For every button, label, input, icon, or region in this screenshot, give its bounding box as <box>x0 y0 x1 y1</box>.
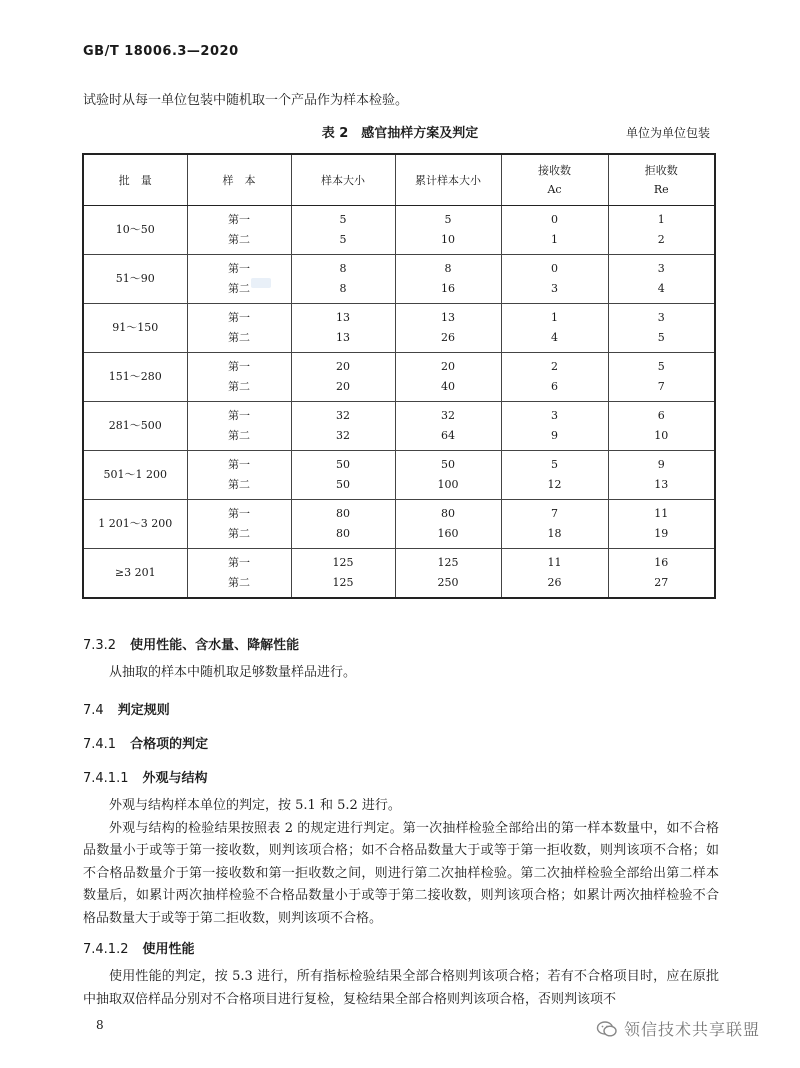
header-reject-label: 拒收数 <box>644 164 678 177</box>
table-row <box>83 402 715 451</box>
sample-cell-value: 第二 <box>228 478 250 491</box>
wechat-watermark <box>596 1017 760 1042</box>
sample-size-cell-value: 8 <box>339 262 347 275</box>
cumulative-size-cell-value: 8 <box>444 262 452 275</box>
sample-cell-value: 第二 <box>228 233 250 246</box>
table-body <box>83 206 715 599</box>
sample-cell-value: 第一 <box>228 262 250 275</box>
sample-cell-value: 第二 <box>228 576 250 589</box>
sample-size-cell <box>291 255 395 304</box>
cumulative-size-cell-value: 50 <box>441 458 455 471</box>
cumulative-size-cell <box>395 451 501 500</box>
sample-size-cell <box>291 549 395 599</box>
accept-cell-value: 12 <box>547 478 562 491</box>
sampling-table <box>82 153 716 599</box>
header-accept-code: Ac <box>547 183 562 196</box>
sample-size-cell <box>291 353 395 402</box>
reject-cell <box>608 500 715 549</box>
section-7-4-1-2-text <box>83 966 719 1011</box>
sample-size-cell-value: 32 <box>336 429 350 442</box>
section-title: 使用性能、含水量、降解性能 <box>130 638 300 653</box>
reject-cell-value: 6 <box>657 409 665 422</box>
section-7-3-2-heading <box>83 634 299 653</box>
header-sample: 样 本 <box>187 154 291 206</box>
accept-cell-value: 4 <box>551 331 558 344</box>
reject-cell <box>608 451 715 500</box>
cumulative-size-cell <box>395 255 501 304</box>
section-title: 外观与结构 <box>142 771 208 786</box>
batch-cell: 281～500 <box>83 402 187 451</box>
sample-cell-value: 第一 <box>228 556 250 569</box>
table-unit-note: 单位为单位包装 <box>625 126 710 140</box>
reject-cell-value: 4 <box>657 282 665 295</box>
reject-cell-value: 13 <box>654 478 669 491</box>
accept-cell <box>501 206 608 255</box>
reject-cell-value: 5 <box>657 331 665 344</box>
batch-cell: ≥3 201 <box>83 549 187 599</box>
cumulative-size-cell-value: 125 <box>437 556 459 569</box>
sample-cell-value: 第二 <box>228 331 250 344</box>
reject-cell <box>608 206 715 255</box>
wechat-icon <box>596 1020 618 1042</box>
accept-cell <box>501 255 608 304</box>
page-number: 8 <box>96 1018 104 1032</box>
cumulative-size-cell-value: 13 <box>441 311 455 324</box>
reject-cell-value: 10 <box>654 429 669 442</box>
header-cumulative-size: 累计样本大小 <box>395 154 501 206</box>
header-accept-label: 接收数 <box>538 164 571 177</box>
cumulative-size-cell <box>395 500 501 549</box>
section-title: 判定规则 <box>117 703 170 718</box>
cumulative-size-cell <box>395 402 501 451</box>
cumulative-size-cell-value: 100 <box>437 478 459 491</box>
table-row <box>83 255 715 304</box>
reject-cell-value: 2 <box>657 233 665 246</box>
cumulative-size-cell-value: 32 <box>441 409 455 422</box>
accept-cell <box>501 353 608 402</box>
section-7-3-2-text <box>83 662 719 685</box>
sample-cell-value: 第一 <box>228 311 250 324</box>
paragraph: 从抽取的样本中随机取足够数量样品进行。 <box>109 665 357 680</box>
reject-cell <box>608 255 715 304</box>
sample-cell <box>187 304 291 353</box>
section-title: 合格项的判定 <box>130 737 209 752</box>
table-row <box>83 206 715 255</box>
batch-cell: 91～150 <box>83 304 187 353</box>
section-number: 7.4.1 <box>83 737 117 752</box>
watermark-text: 领信技术共享联盟 <box>624 1020 761 1039</box>
section-7-4-1-heading <box>83 733 208 752</box>
cumulative-size-cell-value: 16 <box>441 282 455 295</box>
sample-cell <box>187 451 291 500</box>
sample-size-cell <box>291 451 395 500</box>
intro-text: 试验时从每一单位包装中随机取一个产品作为样本检验。 <box>83 93 409 108</box>
cumulative-size-cell-value: 26 <box>441 331 455 344</box>
reject-cell-value: 5 <box>657 360 665 373</box>
accept-cell-value: 26 <box>547 576 562 589</box>
reject-cell-value: 11 <box>654 507 669 520</box>
cumulative-size-cell <box>395 206 501 255</box>
accept-cell <box>501 549 608 599</box>
sample-cell-value: 第一 <box>228 409 250 422</box>
sample-size-cell-value: 13 <box>336 311 350 324</box>
batch-cell: 10～50 <box>83 206 187 255</box>
batch-cell: 1 201～3 200 <box>83 500 187 549</box>
sample-cell-value: 第二 <box>228 282 250 295</box>
accept-cell <box>501 304 608 353</box>
reject-cell-value: 27 <box>654 576 669 589</box>
reject-cell <box>608 402 715 451</box>
header-accept <box>501 154 608 206</box>
cumulative-size-cell-value: 160 <box>437 527 459 540</box>
accept-cell <box>501 402 608 451</box>
sample-size-cell-value: 32 <box>336 409 350 422</box>
sample-cell <box>187 353 291 402</box>
reject-cell-value: 3 <box>657 262 665 275</box>
section-7-4-heading <box>83 699 170 718</box>
table-row <box>83 304 715 353</box>
sample-cell-value: 第二 <box>228 527 250 540</box>
paragraph: 外观与结构的检验结果按照表 2 的规定进行判定。第一次抽样检验全部给出的第一样本数量中，如不合格品数量小于或等于第一接收数，则判该项合格；如不合格品数量大于或等于第一拒收数，则判该项不合格；如不合格品数量介于第一接收数和第一拒收数之间，则进行第二次抽样检验。第二次抽样检验全部给出第二样本数量后，如累计两次抽样检验不合格品数量小于或等于第二接收数，则判该项合格；如累计两次抽样检验不合格品数量大于或等于第二拒收数，则判该项不合格。 <box>83 820 719 926</box>
cumulative-size-cell-value: 5 <box>444 213 452 226</box>
faint-stamp-mark <box>250 277 272 289</box>
table-row <box>83 353 715 402</box>
cumulative-size-cell-value: 10 <box>441 233 455 246</box>
standard-number-header: GB/T 18006.3—2020 <box>83 44 239 59</box>
sample-size-cell-value: 80 <box>336 527 350 540</box>
accept-cell-value: 0 <box>551 262 558 275</box>
sample-size-cell <box>291 304 395 353</box>
accept-cell-value: 3 <box>551 409 558 422</box>
paragraph: 外观与结构样本单位的判定，按 5.1 和 5.2 进行。 <box>109 798 401 813</box>
cumulative-size-cell-value: 20 <box>441 360 455 373</box>
paragraph: 使用性能的判定，按 5.3 进行，所有指标检验结果全部合格则判该项合格；若有不合格项目时，应在原批中抽取双倍样品分别对不合格项目进行复检，复检结果全部合格则判该项合格，否则判该项不 <box>83 969 719 1007</box>
reject-cell-value: 1 <box>657 213 665 226</box>
cumulative-size-cell-value: 250 <box>437 576 459 589</box>
sample-size-cell <box>291 206 395 255</box>
header-reject <box>608 154 715 206</box>
table-header-row <box>83 154 715 206</box>
table-title: 表 2 感官抽样方案及判定 <box>321 126 479 141</box>
accept-cell-value: 5 <box>551 458 558 471</box>
sample-size-cell <box>291 402 395 451</box>
sample-cell <box>187 500 291 549</box>
section-7-4-1-1-text <box>83 795 719 930</box>
section-number: 7.3.2 <box>83 638 117 653</box>
batch-cell: 151～280 <box>83 353 187 402</box>
sample-cell-value: 第二 <box>228 429 250 442</box>
sample-size-cell-value: 50 <box>336 478 350 491</box>
sample-size-cell-value: 5 <box>339 233 347 246</box>
accept-cell-value: 1 <box>551 233 558 246</box>
sample-cell <box>187 255 291 304</box>
accept-cell-value: 1 <box>551 311 558 324</box>
sample-size-cell-value: 80 <box>336 507 350 520</box>
accept-cell-value: 9 <box>551 429 558 442</box>
table-row <box>83 500 715 549</box>
reject-cell <box>608 353 715 402</box>
section-7-4-1-1-heading <box>83 767 208 786</box>
cumulative-size-cell-value: 40 <box>441 380 455 393</box>
header-batch: 批 量 <box>83 154 187 206</box>
cumulative-size-cell <box>395 549 501 599</box>
batch-cell: 501～1 200 <box>83 451 187 500</box>
cumulative-size-cell <box>395 304 501 353</box>
accept-cell-value: 11 <box>547 556 562 569</box>
section-7-4-1-2-heading <box>83 938 195 957</box>
sample-size-cell-value: 50 <box>336 458 350 471</box>
reject-cell <box>608 304 715 353</box>
reject-cell-value: 16 <box>654 556 669 569</box>
accept-cell <box>501 451 608 500</box>
section-number: 7.4 <box>83 703 104 718</box>
batch-cell: 51～90 <box>83 255 187 304</box>
accept-cell-value: 7 <box>551 507 558 520</box>
accept-cell <box>501 500 608 549</box>
sample-cell-value: 第一 <box>228 360 250 373</box>
section-title: 使用性能 <box>142 942 195 957</box>
sample-size-cell-value: 20 <box>336 380 350 393</box>
sample-cell-value: 第一 <box>228 213 250 226</box>
sample-cell <box>187 402 291 451</box>
sample-cell-value: 第一 <box>228 458 250 471</box>
table-row <box>83 451 715 500</box>
sample-size-cell-value: 125 <box>332 576 354 589</box>
accept-cell-value: 3 <box>551 282 558 295</box>
sample-cell <box>187 206 291 255</box>
sample-cell-value: 第一 <box>228 507 250 520</box>
reject-cell <box>608 549 715 599</box>
sample-size-cell-value: 5 <box>339 213 347 226</box>
cumulative-size-cell <box>395 353 501 402</box>
reject-cell-value: 7 <box>657 380 665 393</box>
header-sample-size: 样本大小 <box>291 154 395 206</box>
header-reject-code: Re <box>653 183 669 196</box>
sample-size-cell-value: 20 <box>336 360 350 373</box>
reject-cell-value: 3 <box>657 311 665 324</box>
sample-size-cell <box>291 500 395 549</box>
sample-size-cell-value: 13 <box>336 331 350 344</box>
sample-size-cell-value: 125 <box>332 556 354 569</box>
section-number: 7.4.1.2 <box>83 942 129 957</box>
accept-cell-value: 0 <box>551 213 558 226</box>
cumulative-size-cell-value: 64 <box>441 429 455 442</box>
sample-size-cell-value: 8 <box>339 282 347 295</box>
accept-cell-value: 6 <box>551 380 558 393</box>
reject-cell-value: 19 <box>654 527 669 540</box>
sample-cell <box>187 549 291 599</box>
accept-cell-value: 2 <box>551 360 558 373</box>
accept-cell-value: 18 <box>547 527 562 540</box>
cumulative-size-cell-value: 80 <box>441 507 455 520</box>
reject-cell-value: 9 <box>657 458 665 471</box>
table-row <box>83 549 715 599</box>
sample-cell-value: 第二 <box>228 380 250 393</box>
section-number: 7.4.1.1 <box>83 771 129 786</box>
